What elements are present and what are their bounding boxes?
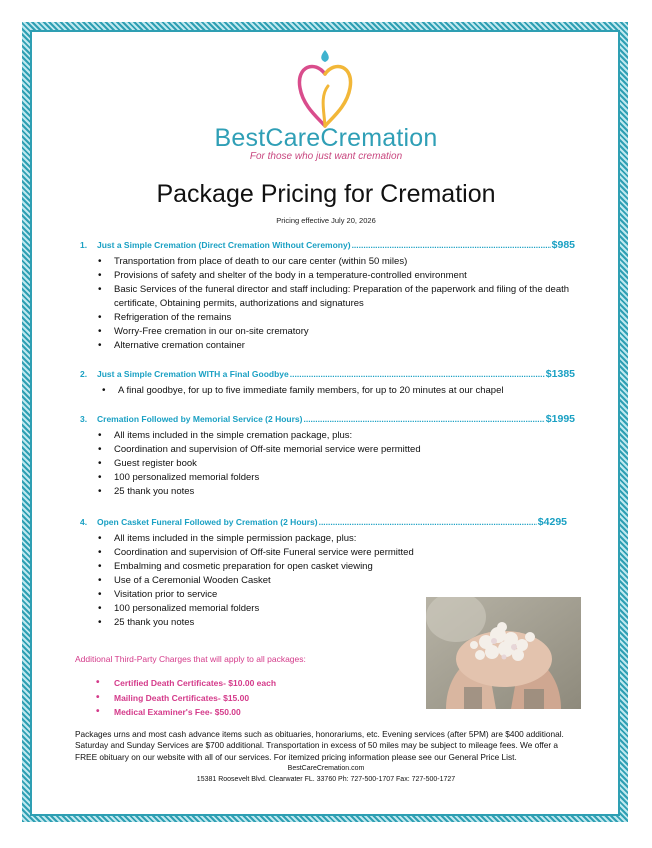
package-items bbox=[80, 384, 575, 398]
package-number: 2. bbox=[80, 369, 88, 379]
package-heading bbox=[80, 413, 575, 425]
list-item: • 100 personalized memorial folders bbox=[114, 602, 567, 616]
brand-name: BestCareCremation bbox=[214, 124, 438, 152]
package-heading bbox=[80, 516, 567, 528]
list-item: • Mailing Death Certificates- $15.00 bbox=[96, 691, 276, 706]
footer-address: 15381 Roosevelt Blvd. Clearwater FL. 33760 Ph: 727-500-1707 Fax: 727-500-1727 bbox=[196, 776, 456, 783]
package-price: $985 bbox=[551, 239, 575, 251]
package-1 bbox=[80, 239, 575, 353]
package-name: Just a Simple Cremation (Direct Cremation Without Ceremony) bbox=[97, 240, 351, 250]
package-price: $1995 bbox=[545, 413, 575, 425]
list-item: • Medical Examiner's Fee- $50.00 bbox=[96, 705, 276, 720]
list-item: • Visitation prior to service bbox=[114, 588, 567, 602]
hands-with-petals-photo bbox=[426, 597, 581, 709]
package-number: 4. bbox=[80, 517, 88, 527]
third-party-heading: Additional Third-Party Charges that will apply to all packages: bbox=[75, 654, 306, 664]
package-number: 1. bbox=[80, 240, 88, 250]
package-name: Cremation Followed by Memorial Service (2 Hours) bbox=[97, 414, 303, 424]
package-items bbox=[80, 429, 575, 499]
leader-dots bbox=[290, 369, 545, 379]
list-item: • Provisions of safety and shelter of the body in a temperature-controlled environment bbox=[114, 269, 575, 283]
package-price: $1385 bbox=[545, 368, 575, 380]
package-name: Open Casket Funeral Followed by Cremation (2 Hours) bbox=[97, 517, 318, 527]
list-item: • Use of a Ceremonial Wooden Casket bbox=[114, 574, 567, 588]
package-heading bbox=[80, 368, 575, 380]
leader-dots bbox=[303, 414, 544, 424]
package-items bbox=[80, 255, 575, 353]
list-item: • 25 thank you notes bbox=[114, 616, 567, 630]
notes-paragraph: Packages urns and most cash advance items such as obituaries, honorariums, etc. Evening services (after 5PM) are $400 additional. Saturday and Sunday Services are $700 additional. Transportation in excess of 50 miles may be subject to mileage fees. We offer a FREE obituary on our website with all of our services. For itemized pricing information please see our General Price List. bbox=[75, 729, 564, 762]
leader-dots bbox=[352, 240, 551, 250]
list-item: • All items included in the simple cremation package, plus: bbox=[114, 429, 575, 443]
list-item: • Coordination and supervision of Off-site Funeral service were permitted bbox=[114, 546, 567, 560]
package-number: 3. bbox=[80, 414, 88, 424]
heart-logo-icon bbox=[290, 46, 360, 132]
leader-dots bbox=[319, 517, 537, 527]
list-item: • Basic Services of the funeral director and staff including: Preparation of the paperwork and filing of the death certificate, Obtaining permits, authorizations and signatures bbox=[114, 283, 575, 311]
list-item: • All items included in the simple permission package, plus: bbox=[114, 532, 567, 546]
list-item: • Transportation from place of death to our care center (within 50 miles) bbox=[114, 255, 575, 269]
brand-tagline: For those who just want cremation bbox=[249, 151, 403, 162]
list-item: • Certified Death Certificates- $10.00 each bbox=[96, 676, 276, 691]
list-item: • Worry-Free cremation in our on-site crematory bbox=[114, 325, 575, 339]
page-title: Package Pricing for Cremation bbox=[156, 180, 496, 208]
package-3 bbox=[80, 413, 575, 499]
effective-date: Pricing effective July 20, 2026 bbox=[276, 216, 376, 225]
package-heading bbox=[80, 239, 575, 251]
third-party-charges bbox=[96, 676, 276, 720]
list-item: • Refrigeration of the remains bbox=[114, 311, 575, 325]
list-item: • Guest register book bbox=[114, 457, 575, 471]
package-price: $4295 bbox=[537, 516, 567, 528]
list-item: • Coordination and supervision of Off-site memorial service were permitted bbox=[114, 443, 575, 457]
list-item: • A final goodbye, for up to five immediate family members, for up to 20 minutes at our chapel bbox=[118, 384, 575, 398]
package-2 bbox=[80, 368, 575, 398]
footer-website: BestCareCremation.com bbox=[287, 765, 365, 772]
list-item: • Alternative cremation container bbox=[114, 339, 575, 353]
package-name: Just a Simple Cremation WITH a Final Goodbye bbox=[97, 369, 289, 379]
list-item: • 100 personalized memorial folders bbox=[114, 471, 575, 485]
list-item: • Embalming and cosmetic preparation for open casket viewing bbox=[114, 560, 567, 574]
list-item: • 25 thank you notes bbox=[114, 485, 575, 499]
